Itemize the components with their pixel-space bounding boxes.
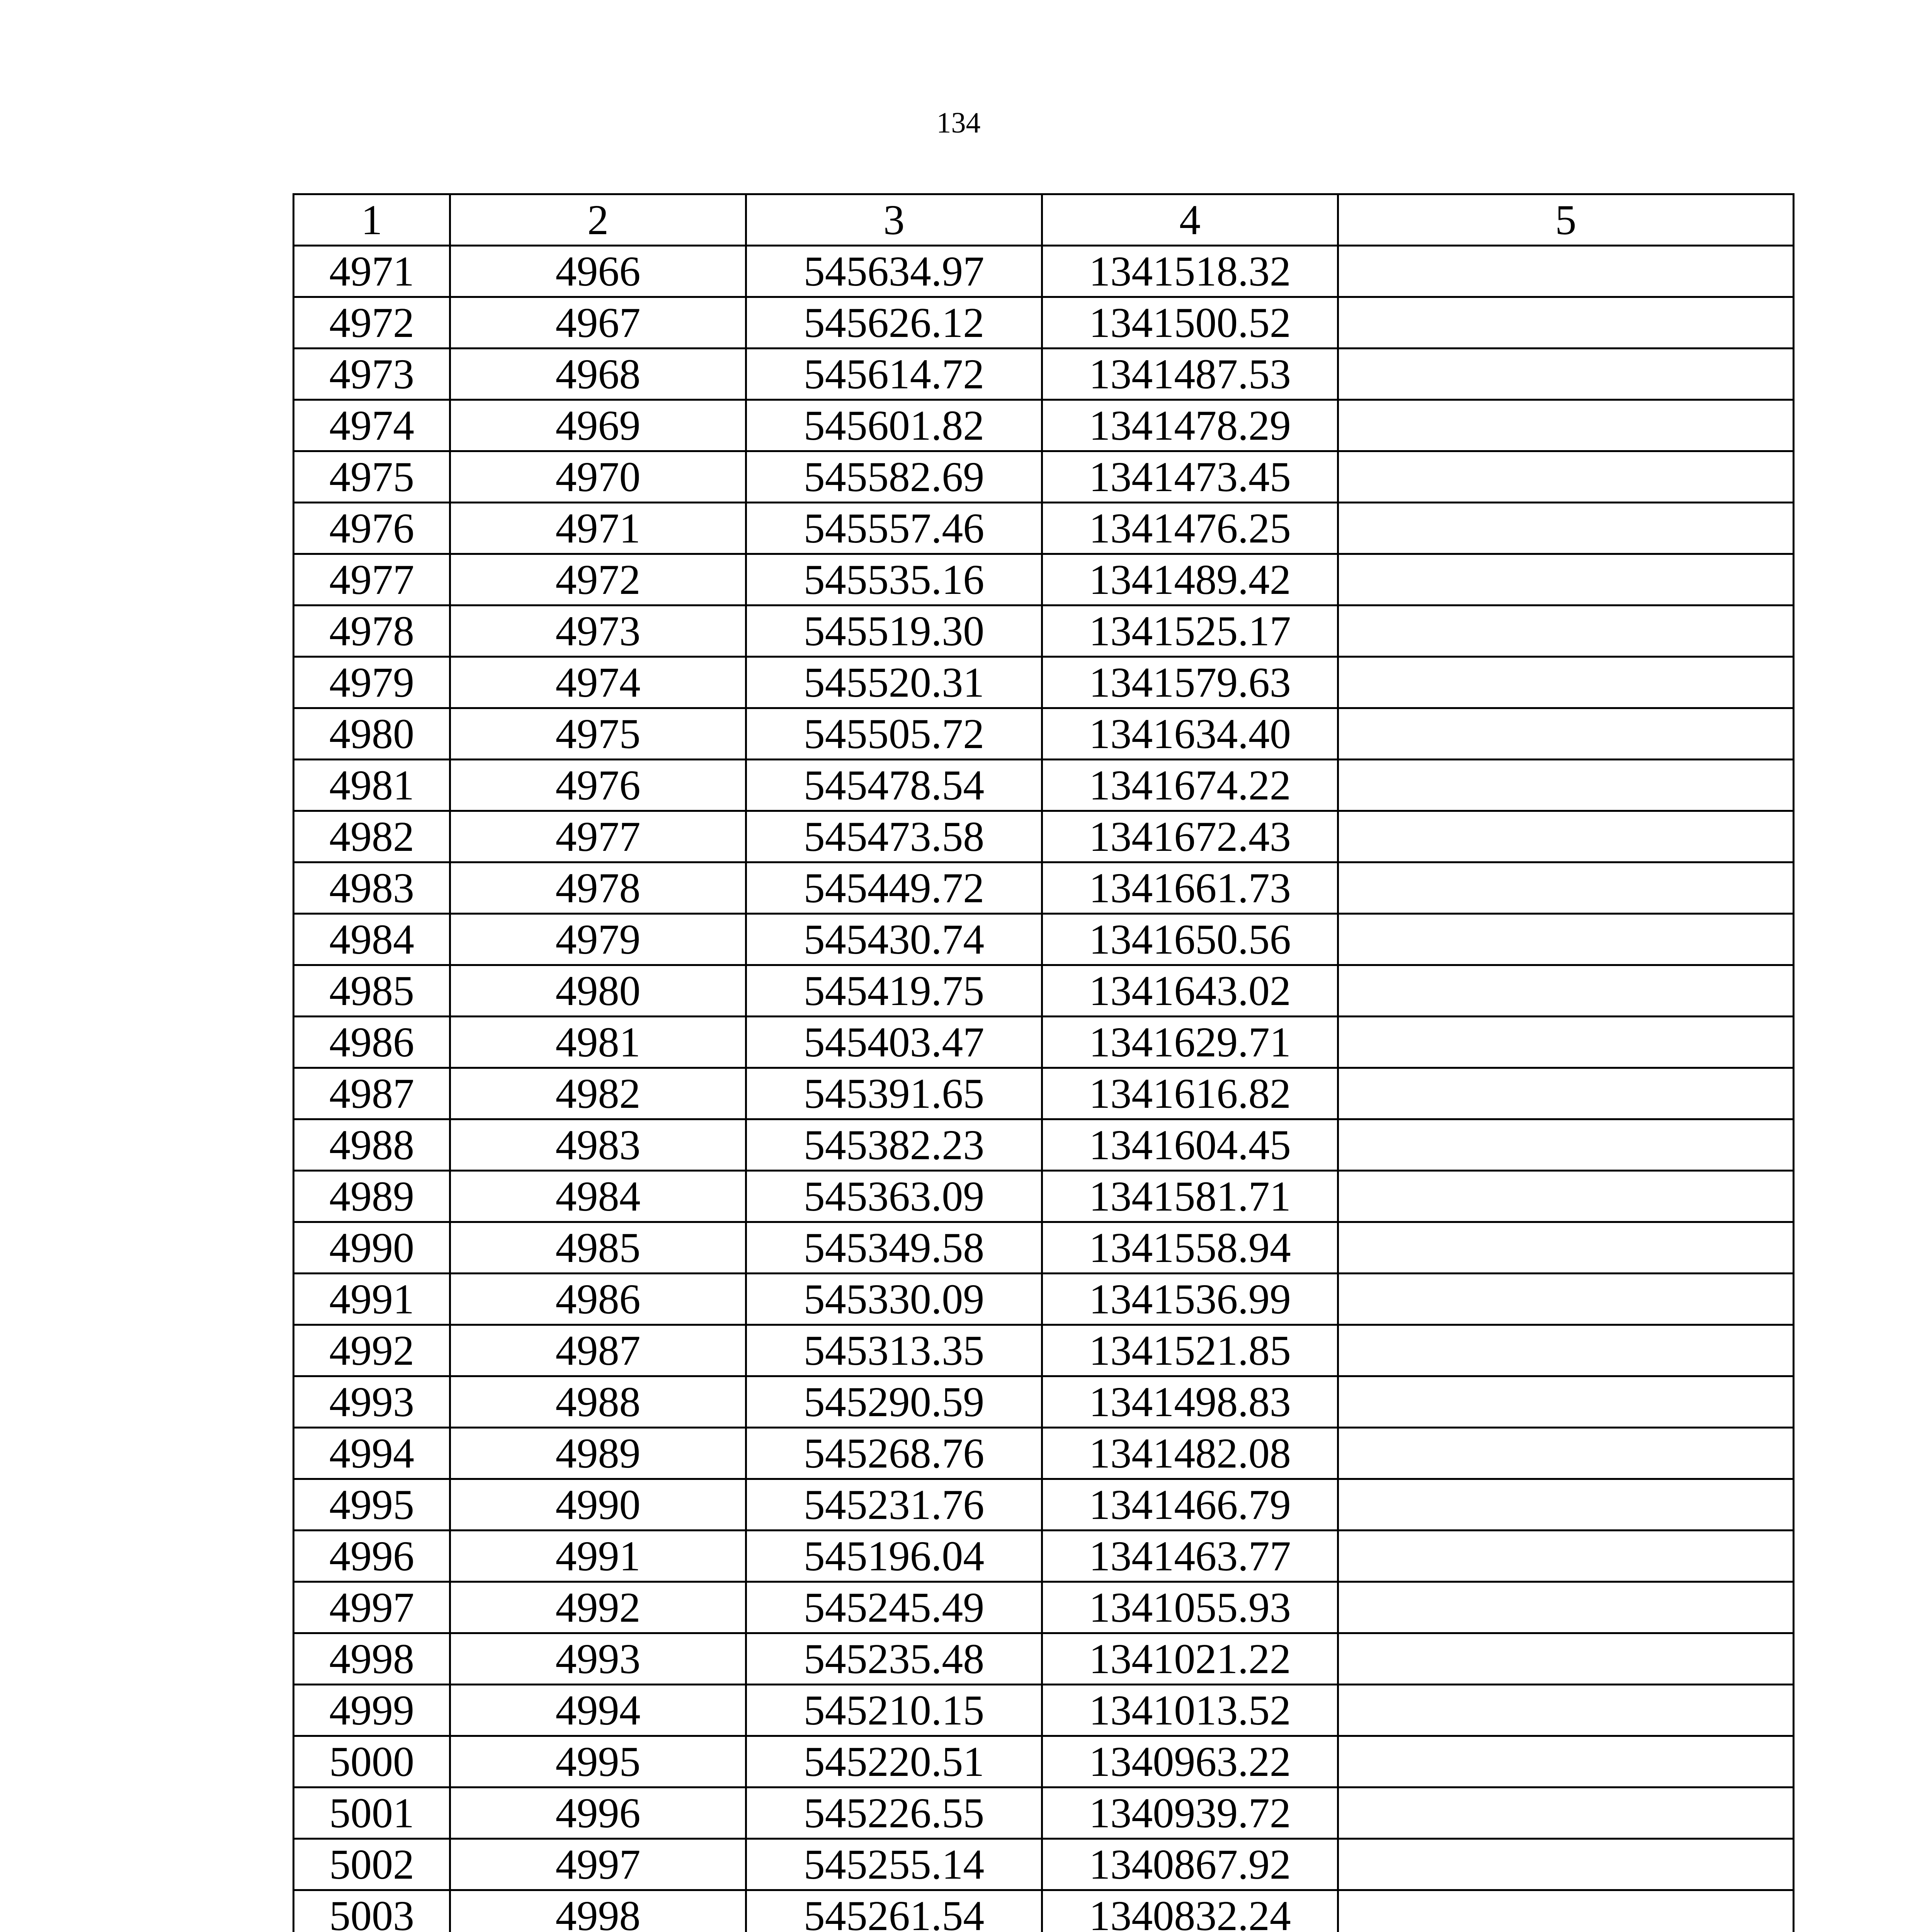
table-row	[294, 605, 1794, 657]
table-cell-col-2: 4988	[450, 1376, 746, 1428]
table-cell-col-1: 4980	[294, 708, 450, 760]
table-cell-col-3: 545226.55	[746, 1787, 1042, 1839]
table-cell-col-1: 5003	[294, 1890, 450, 1932]
table-cell-col-5	[1338, 1582, 1794, 1633]
table-cell-col-1: 4990	[294, 1222, 450, 1274]
table-cell-col-5	[1338, 605, 1794, 657]
table-cell-col-1: 4996	[294, 1531, 450, 1582]
table-cell-col-3: 545210.15	[746, 1685, 1042, 1736]
table-row	[294, 914, 1794, 965]
table-cell-col-5	[1338, 965, 1794, 1017]
table-cell-col-5	[1338, 349, 1794, 400]
table-cell-col-4: 1341487.53	[1042, 349, 1338, 400]
table-cell-col-4: 1341525.17	[1042, 605, 1338, 657]
header-cell-col-5: 5	[1338, 194, 1794, 246]
table-cell-col-1: 4987	[294, 1068, 450, 1119]
header-cell-col-4: 4	[1042, 194, 1338, 246]
table-cell-col-3: 545290.59	[746, 1376, 1042, 1428]
table-cell-col-3: 545268.76	[746, 1428, 1042, 1479]
table-cell-col-1: 5002	[294, 1839, 450, 1890]
table-cell-col-3: 545235.48	[746, 1633, 1042, 1685]
table-row	[294, 1376, 1794, 1428]
table-cell-col-3: 545391.65	[746, 1068, 1042, 1119]
table-cell-col-4: 1341650.56	[1042, 914, 1338, 965]
table-row	[294, 1068, 1794, 1119]
table-row	[294, 1685, 1794, 1736]
table-row	[294, 554, 1794, 605]
table-cell-col-5	[1338, 760, 1794, 811]
table-cell-col-1: 4997	[294, 1582, 450, 1633]
table-cell-col-4: 1341672.43	[1042, 811, 1338, 862]
table-cell-col-4: 1341536.99	[1042, 1274, 1338, 1325]
table-cell-col-3: 545473.58	[746, 811, 1042, 862]
table-cell-col-2: 4967	[450, 297, 746, 349]
table-cell-col-1: 4982	[294, 811, 450, 862]
table-cell-col-4: 1341521.85	[1042, 1325, 1338, 1376]
table-cell-col-3: 545430.74	[746, 914, 1042, 965]
table-cell-col-4: 1340939.72	[1042, 1787, 1338, 1839]
table-cell-col-2: 4972	[450, 554, 746, 605]
table-cell-col-5	[1338, 914, 1794, 965]
table-cell-col-1: 4992	[294, 1325, 450, 1376]
table-cell-col-2: 4974	[450, 657, 746, 708]
table-row	[294, 657, 1794, 708]
table-row	[294, 400, 1794, 451]
table-cell-col-1: 4991	[294, 1274, 450, 1325]
table-row	[294, 862, 1794, 914]
table-cell-col-3: 545519.30	[746, 605, 1042, 657]
table-cell-col-3: 545220.51	[746, 1736, 1042, 1787]
table-cell-col-5	[1338, 246, 1794, 297]
table-cell-col-4: 1341661.73	[1042, 862, 1338, 914]
table-cell-col-4: 1341489.42	[1042, 554, 1338, 605]
table-cell-col-3: 545349.58	[746, 1222, 1042, 1274]
table-cell-col-5	[1338, 708, 1794, 760]
table-cell-col-1: 4994	[294, 1428, 450, 1479]
table-cell-col-5	[1338, 554, 1794, 605]
table-cell-col-5	[1338, 1839, 1794, 1890]
table-header-row	[294, 194, 1794, 246]
header-cell-col-1: 1	[294, 194, 450, 246]
table-cell-col-2: 4973	[450, 605, 746, 657]
table-row	[294, 1787, 1794, 1839]
table-cell-col-2: 4977	[450, 811, 746, 862]
table-row	[294, 246, 1794, 297]
table-cell-col-1: 4984	[294, 914, 450, 965]
table-row	[294, 1633, 1794, 1685]
table-cell-col-1: 4973	[294, 349, 450, 400]
table-row	[294, 451, 1794, 503]
table-cell-col-4: 1341476.25	[1042, 503, 1338, 554]
table-cell-col-1: 4979	[294, 657, 450, 708]
table-cell-col-3: 545535.16	[746, 554, 1042, 605]
table-cell-col-4: 1341579.63	[1042, 657, 1338, 708]
table-cell-col-2: 4976	[450, 760, 746, 811]
table-cell-col-3: 545231.76	[746, 1479, 1042, 1531]
table-cell-col-5	[1338, 297, 1794, 349]
table-cell-col-2: 4971	[450, 503, 746, 554]
table-cell-col-4: 1341466.79	[1042, 1479, 1338, 1531]
table-cell-col-4: 1341581.71	[1042, 1171, 1338, 1222]
table-cell-col-5	[1338, 503, 1794, 554]
table-cell-col-2: 4982	[450, 1068, 746, 1119]
table-cell-col-5	[1338, 1222, 1794, 1274]
table-cell-col-3: 545614.72	[746, 349, 1042, 400]
table-cell-col-1: 4977	[294, 554, 450, 605]
table-cell-col-2: 4975	[450, 708, 746, 760]
table-cell-col-1: 4985	[294, 965, 450, 1017]
table-cell-col-4: 1341500.52	[1042, 297, 1338, 349]
table-cell-col-2: 4997	[450, 1839, 746, 1890]
table-cell-col-4: 1341013.52	[1042, 1685, 1338, 1736]
table-cell-col-1: 4989	[294, 1171, 450, 1222]
table-cell-col-4: 1341616.82	[1042, 1068, 1338, 1119]
table-cell-col-5	[1338, 1325, 1794, 1376]
table-cell-col-4: 1341634.40	[1042, 708, 1338, 760]
table-cell-col-5	[1338, 451, 1794, 503]
table-cell-col-2: 4970	[450, 451, 746, 503]
table-row	[294, 1017, 1794, 1068]
table-cell-col-2: 4981	[450, 1017, 746, 1068]
table-cell-col-3: 545557.46	[746, 503, 1042, 554]
table-cell-col-1: 4995	[294, 1479, 450, 1531]
table-cell-col-4: 1341463.77	[1042, 1531, 1338, 1582]
table-cell-col-1: 5000	[294, 1736, 450, 1787]
table-cell-col-4: 1341478.29	[1042, 400, 1338, 451]
table-cell-col-4: 1340963.22	[1042, 1736, 1338, 1787]
table-cell-col-1: 4972	[294, 297, 450, 349]
table-cell-col-2: 4991	[450, 1531, 746, 1582]
table-row	[294, 1736, 1794, 1787]
table-cell-col-4: 1341604.45	[1042, 1119, 1338, 1171]
table-row	[294, 1582, 1794, 1633]
table-cell-col-4: 1341674.22	[1042, 760, 1338, 811]
table-row	[294, 1222, 1794, 1274]
table-cell-col-2: 4992	[450, 1582, 746, 1633]
table-row	[294, 1274, 1794, 1325]
table-cell-col-3: 545520.31	[746, 657, 1042, 708]
table-cell-col-2: 4984	[450, 1171, 746, 1222]
table-cell-col-3: 545601.82	[746, 400, 1042, 451]
table-cell-col-1: 4986	[294, 1017, 450, 1068]
table-row	[294, 1325, 1794, 1376]
table-cell-col-3: 545505.72	[746, 708, 1042, 760]
table-cell-col-5	[1338, 1479, 1794, 1531]
table-cell-col-1: 4983	[294, 862, 450, 914]
table-row	[294, 965, 1794, 1017]
table-cell-col-3: 545363.09	[746, 1171, 1042, 1222]
table-cell-col-4: 1341558.94	[1042, 1222, 1338, 1274]
table-row	[294, 1119, 1794, 1171]
table-cell-col-4: 1341643.02	[1042, 965, 1338, 1017]
table-cell-col-5	[1338, 1633, 1794, 1685]
table-cell-col-1: 4976	[294, 503, 450, 554]
table-cell-col-2: 4986	[450, 1274, 746, 1325]
table-cell-col-2: 4993	[450, 1633, 746, 1685]
table-cell-col-2: 4989	[450, 1428, 746, 1479]
header-cell-col-3: 3	[746, 194, 1042, 246]
table-cell-col-1: 4981	[294, 760, 450, 811]
table-cell-col-3: 545582.69	[746, 451, 1042, 503]
table-cell-col-2: 4979	[450, 914, 746, 965]
table-cell-col-5	[1338, 1274, 1794, 1325]
table-row	[294, 1428, 1794, 1479]
table-cell-col-3: 545403.47	[746, 1017, 1042, 1068]
table-cell-col-5	[1338, 1428, 1794, 1479]
table-cell-col-3: 545313.35	[746, 1325, 1042, 1376]
table-row	[294, 1839, 1794, 1890]
table-cell-col-4: 1341473.45	[1042, 451, 1338, 503]
table-cell-col-1: 4971	[294, 246, 450, 297]
table-cell-col-3: 545255.14	[746, 1839, 1042, 1890]
table-row	[294, 503, 1794, 554]
table-cell-col-2: 4995	[450, 1736, 746, 1787]
table-row	[294, 1890, 1794, 1932]
table-cell-col-5	[1338, 1736, 1794, 1787]
table-row	[294, 811, 1794, 862]
table-cell-col-5	[1338, 1119, 1794, 1171]
table-cell-col-5	[1338, 1171, 1794, 1222]
table-cell-col-2: 4978	[450, 862, 746, 914]
table-cell-col-4: 1340867.92	[1042, 1839, 1338, 1890]
table-cell-col-5	[1338, 1685, 1794, 1736]
table-cell-col-4: 1341055.93	[1042, 1582, 1338, 1633]
table-cell-col-2: 4980	[450, 965, 746, 1017]
table-cell-col-2: 4994	[450, 1685, 746, 1736]
table-cell-col-4: 1341518.32	[1042, 246, 1338, 297]
table-cell-col-4: 1341498.83	[1042, 1376, 1338, 1428]
table-cell-col-3: 545626.12	[746, 297, 1042, 349]
table-cell-col-2: 4966	[450, 246, 746, 297]
table-cell-col-5	[1338, 1017, 1794, 1068]
table-cell-col-3: 545261.54	[746, 1890, 1042, 1932]
table-cell-col-3: 545196.04	[746, 1531, 1042, 1582]
table-cell-col-2: 4983	[450, 1119, 746, 1171]
table-cell-col-5	[1338, 400, 1794, 451]
page-number: 134	[936, 107, 981, 139]
table-cell-col-2: 4990	[450, 1479, 746, 1531]
table-row	[294, 708, 1794, 760]
table-cell-col-1: 4993	[294, 1376, 450, 1428]
table-cell-col-4: 1341021.22	[1042, 1633, 1338, 1685]
table-cell-col-5	[1338, 1376, 1794, 1428]
coordinates-table	[293, 193, 1795, 1932]
table-cell-col-1: 4978	[294, 605, 450, 657]
table-row	[294, 1171, 1794, 1222]
table-cell-col-2: 4968	[450, 349, 746, 400]
table-row	[294, 760, 1794, 811]
table-cell-col-2: 4996	[450, 1787, 746, 1839]
table-cell-col-1: 5001	[294, 1787, 450, 1839]
table-row	[294, 349, 1794, 400]
table-cell-col-5	[1338, 1787, 1794, 1839]
table-cell-col-1: 4998	[294, 1633, 450, 1685]
table-cell-col-3: 545419.75	[746, 965, 1042, 1017]
table-row	[294, 297, 1794, 349]
table-cell-col-2: 4969	[450, 400, 746, 451]
table-cell-col-1: 4999	[294, 1685, 450, 1736]
table-cell-col-5	[1338, 1890, 1794, 1932]
table-cell-col-3: 545634.97	[746, 246, 1042, 297]
table-cell-col-2: 4987	[450, 1325, 746, 1376]
table-cell-col-5	[1338, 862, 1794, 914]
table-cell-col-3: 545382.23	[746, 1119, 1042, 1171]
table-cell-col-3: 545330.09	[746, 1274, 1042, 1325]
table-body	[294, 194, 1794, 1932]
table-cell-col-4: 1340832.24	[1042, 1890, 1338, 1932]
table-row	[294, 1479, 1794, 1531]
table-cell-col-1: 4974	[294, 400, 450, 451]
header-cell-col-2: 2	[450, 194, 746, 246]
table-cell-col-3: 545449.72	[746, 862, 1042, 914]
table-cell-col-4: 1341482.08	[1042, 1428, 1338, 1479]
table-cell-col-2: 4998	[450, 1890, 746, 1932]
table-cell-col-5	[1338, 811, 1794, 862]
table-cell-col-2: 4985	[450, 1222, 746, 1274]
table-cell-col-5	[1338, 657, 1794, 708]
table-row	[294, 1531, 1794, 1582]
table-cell-col-3: 545245.49	[746, 1582, 1042, 1633]
table-cell-col-5	[1338, 1068, 1794, 1119]
table-cell-col-1: 4975	[294, 451, 450, 503]
table-cell-col-3: 545478.54	[746, 760, 1042, 811]
table-cell-col-4: 1341629.71	[1042, 1017, 1338, 1068]
table-cell-col-1: 4988	[294, 1119, 450, 1171]
table-cell-col-5	[1338, 1531, 1794, 1582]
